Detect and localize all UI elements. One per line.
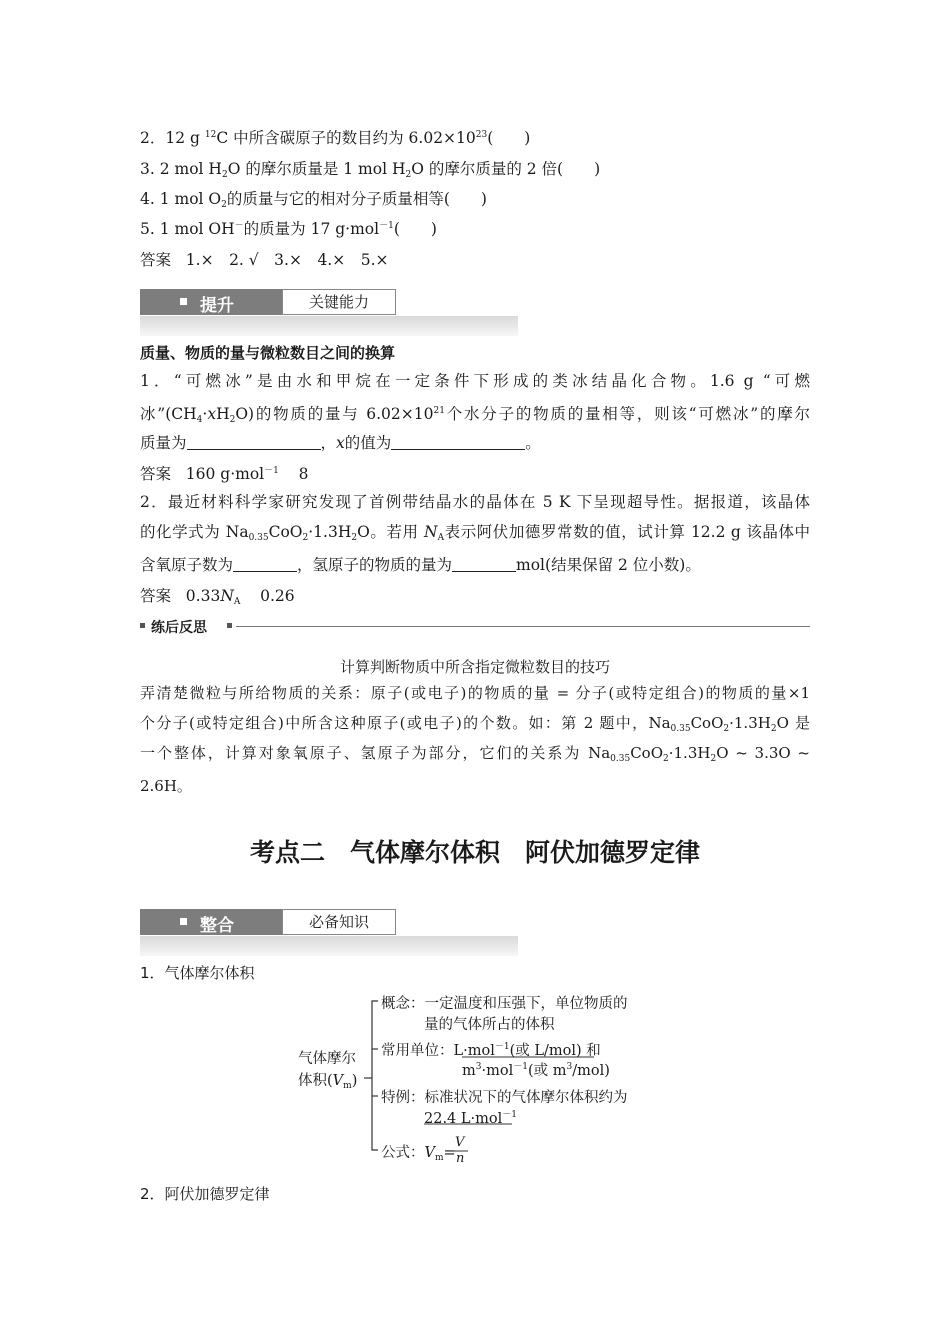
banner-key-ability: 提升 关键能力	[140, 289, 518, 337]
diagram-branch-special: 特例：标准状况下的气体摩尔体积约为	[381, 1090, 628, 1106]
reflection-label: 练后反思	[151, 620, 207, 636]
question-4: 4. 1 mol $O_2$的质量与它的相对分子质量相等( )	[140, 190, 487, 210]
diagram-branch-formula: 公式：$V_m=$	[381, 1145, 456, 1163]
tip-line-2: 个分子(或特定组合)中所含这种原子(或电子)的个数。如：第 2 题中，$Na_{0.35}CoO_2\cdot 1.3H_2O$ 是	[140, 714, 810, 734]
formula-denominator: n	[456, 1151, 465, 1166]
problem-2-line-1: 2．最近材料科学家研究发现了首例带结晶水的晶体在 5 K 下呈现超导性。据报道，该晶体	[140, 493, 810, 511]
answer-label: 答案	[140, 251, 172, 269]
problem-2-line-2: 的化学式为 $Na_{0.35}CoO_2\cdot 1.3H_2O$。若用 $N_A$表示阿伏加德罗常数的值，试计算 12.2 g 该晶体中	[140, 523, 811, 543]
answer-problem-2: 答案 $0.33N_A$ 0.26	[140, 587, 295, 607]
question-5: 5. 1 mol OH－的质量为 17 g·mol$^{-1}$( )	[140, 220, 437, 238]
answer-problem-1: 答案 160 g·mol$^{-1}$ 8	[140, 465, 309, 483]
question-2: 2．12 g $^{12}$C 中所含碳原子的数目约为 $6.02\times 10^{23}$( )	[140, 129, 531, 147]
problem-1-line-2: 冰$”(CH_4\cdot xH_2O)$的物质的量与 $6.02\times 10^{21}$个水分子的物质的量相等，则该“可燃冰”的摩尔	[140, 405, 811, 425]
banner-essential-knowledge: 整合 必备知识	[140, 909, 518, 957]
tip-title: 计算判断物质中所含指定微粒数目的技巧	[339, 658, 610, 676]
diagram-root-line-1: 气体摩尔	[298, 1051, 356, 1067]
formula-numerator: V	[455, 1135, 465, 1150]
diagram-special-line-2: 22.4 L·mol$^{-1}$	[424, 1110, 517, 1127]
answer-1: 答案 1.× 2. √ 3.× 4.× 5.×	[140, 251, 389, 269]
diagram-concept-line-2: 量的气体所占的体积	[424, 1017, 555, 1033]
problem-1-line-1: 1．“可燃冰”是由水和甲烷在一定条件下形成的类冰结晶化合物。1.6 g “可燃	[140, 372, 810, 390]
section-title: 质量、物质的量与微粒数目之间的换算	[140, 344, 396, 362]
subsection-2: 2．阿伏加德罗定律	[140, 1185, 270, 1203]
diagram-unit-line-2: $m^3\cdot mol^{-1}$(或 $m^3/mol$)	[462, 1062, 610, 1079]
tip-line-1: 弄清楚微粒与所给物质的关系：原子(或电子)的物质的量 = 分子(或特定组合)的物质的量×1	[140, 684, 810, 702]
diagram-branch-concept: 概念：一定温度和压强下，单位物质的	[381, 996, 628, 1012]
subsection-1: 1．气体摩尔体积	[140, 964, 255, 982]
section-heading: 考点二 气体摩尔体积 阿伏加德罗定律	[249, 838, 700, 867]
tip-line-4: 2.6H。	[140, 777, 192, 795]
diagram-root-line-2: 体积$(V_m)$	[298, 1073, 358, 1091]
tip-line-3: 一个整体，计算对象氧原子、氢原子为部分，它们的关系为 $Na_{0.35}CoO_2\cdot 1.3H_2O$ ~ 3.3O ~	[140, 744, 811, 764]
question-3: 3. 2 mol $H_2O$ 的摩尔质量是 1 mol $H_2O$ 的摩尔质量的 2 倍( )	[140, 160, 601, 180]
problem-1-line-3: 质量为 ，x的值为 。	[140, 434, 541, 452]
diagram-branch-unit: 常用单位：L·mol$^{-1}$(或 L/mol) 和	[381, 1042, 601, 1059]
problem-2-line-3: 含氧原子数为 ，氢原子的物质的量为 mol(结果保留 2 位小数)。	[140, 556, 701, 574]
banner-tab-label: 关键能力	[282, 289, 396, 315]
banner-tab-label: 必备知识	[282, 909, 396, 935]
